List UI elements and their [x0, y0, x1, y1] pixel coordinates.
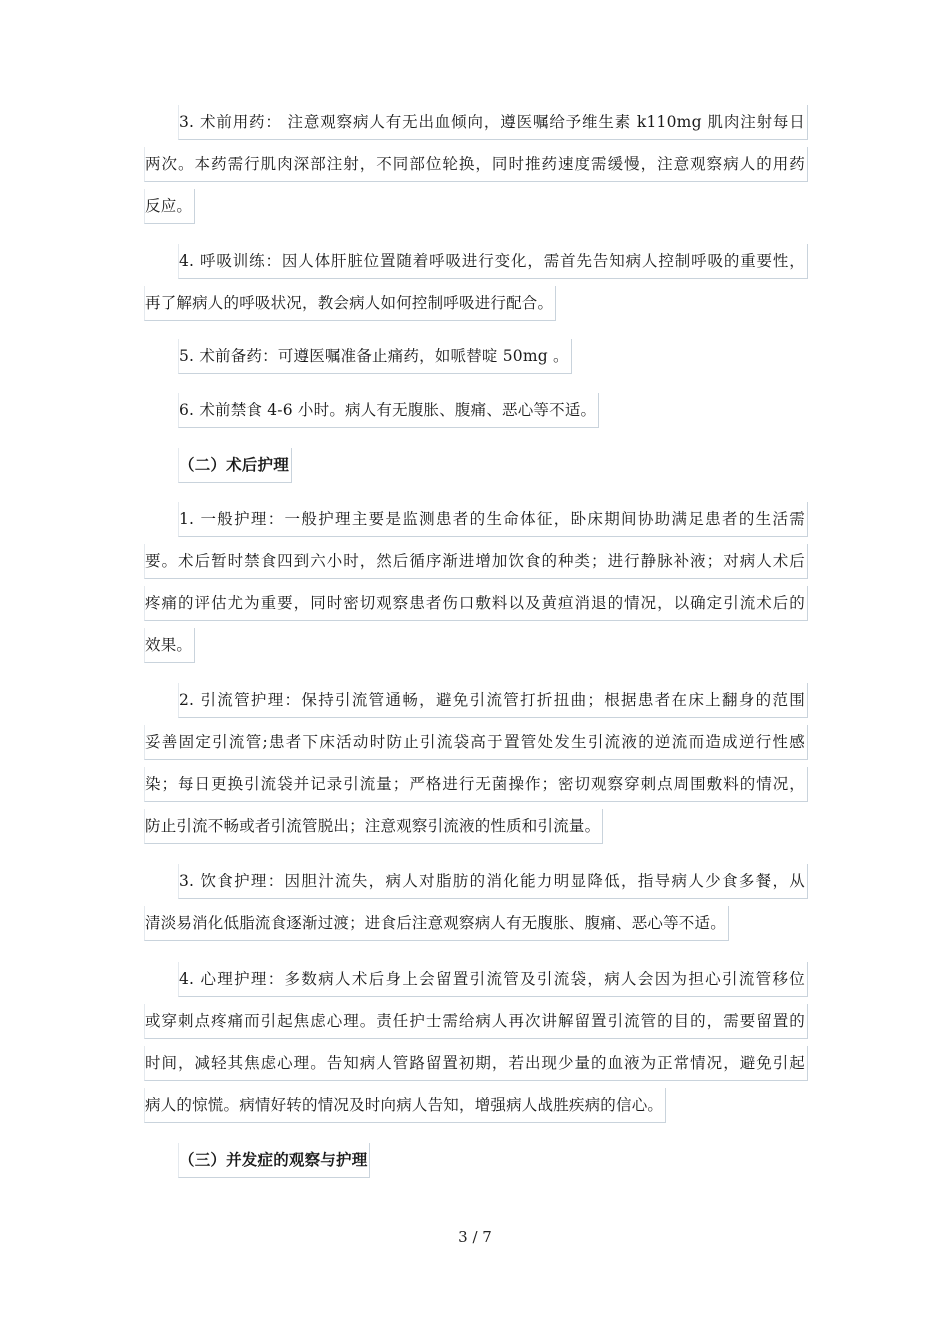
text-line: 病人的惊慌。病情好转的情况及时向病人告知，增强病人战胜疾病的信心。	[144, 1084, 808, 1126]
text-line: 3. 饮食护理：因胆汁流失，病人对脂肪的消化能力明显降低，指导病人少食多餐，从	[144, 860, 808, 902]
text-line: 5. 术前备药：可遵医嘱准备止痛药，如哌替啶 50mg 。	[144, 335, 808, 377]
section-heading-complications	[144, 1139, 808, 1181]
text-line: 时间，减轻其焦虑心理。告知病人管路留置初期，若出现少量的血液为正常情况，避免引起	[144, 1042, 808, 1084]
section-heading-postop-care	[144, 444, 808, 486]
text-line: 清淡易消化低脂流食逐渐过渡；进食后注意观察病人有无腹胀、腹痛、恶心等不适。	[144, 902, 808, 944]
heading-line: （三）并发症的观察与护理	[144, 1139, 808, 1181]
paragraph-preop-medication	[144, 101, 808, 227]
text-line: 反应。	[144, 185, 808, 227]
text-line: 疼痛的评估尤为重要，同时密切观察患者伤口敷料以及黄疸消退的情况，以确定引流术后的	[144, 582, 808, 624]
heading-line: （二）术后护理	[144, 444, 808, 486]
paragraph-preop-drug-prep	[144, 335, 808, 377]
paragraph-general-care	[144, 498, 808, 666]
page-number: 3 / 7	[458, 1228, 492, 1246]
paragraph-psychological-care	[144, 958, 808, 1126]
text-line: 再了解病人的呼吸状况，教会病人如何控制呼吸进行配合。	[144, 282, 808, 324]
text-line: 染；每日更换引流袋并记录引流量；严格进行无菌操作；密切观察穿刺点周围敷料的情况，	[144, 763, 808, 805]
text-line: 1. 一般护理：一般护理主要是监测患者的生命体征，卧床期间协助满足患者的生活需	[144, 498, 808, 540]
text-line: 效果。	[144, 624, 808, 666]
text-line: 或穿刺点疼痛而引起焦虑心理。责任护士需给病人再次讲解留置引流管的目的，需要留置的	[144, 1000, 808, 1042]
text-line: 要。术后暂时禁食四到六小时，然后循序渐进增加饮食的种类；进行静脉补液；对病人术后	[144, 540, 808, 582]
text-line: 4. 心理护理：多数病人术后身上会留置引流管及引流袋，病人会因为担心引流管移位	[144, 958, 808, 1000]
paragraph-preop-fasting	[144, 389, 808, 431]
paragraph-diet-care	[144, 860, 808, 944]
paragraph-drainage-tube-care	[144, 679, 808, 847]
text-line: 妥善固定引流管;患者下床活动时防止引流袋高于置管处发生引流液的逆流而造成逆行性感	[144, 721, 808, 763]
text-line: 4. 呼吸训练：因人体肝脏位置随着呼吸进行变化，需首先告知病人控制呼吸的重要性，	[144, 240, 808, 282]
text-line: 两次。本药需行肌肉深部注射，不同部位轮换，同时推药速度需缓慢，注意观察病人的用药	[144, 143, 808, 185]
text-line: 防止引流不畅或者引流管脱出；注意观察引流液的性质和引流量。	[144, 805, 808, 847]
text-line: 3. 术前用药： 注意观察病人有无出血倾向，遵医嘱给予维生素 k110mg 肌肉注射每日	[144, 101, 808, 143]
text-line: 6. 术前禁食 4-6 小时。病人有无腹胀、腹痛、恶心等不适。	[144, 389, 808, 431]
paragraph-breathing-training	[144, 240, 808, 324]
text-line: 2. 引流管护理：保持引流管通畅，避免引流管打折扭曲；根据患者在床上翻身的范围	[144, 679, 808, 721]
